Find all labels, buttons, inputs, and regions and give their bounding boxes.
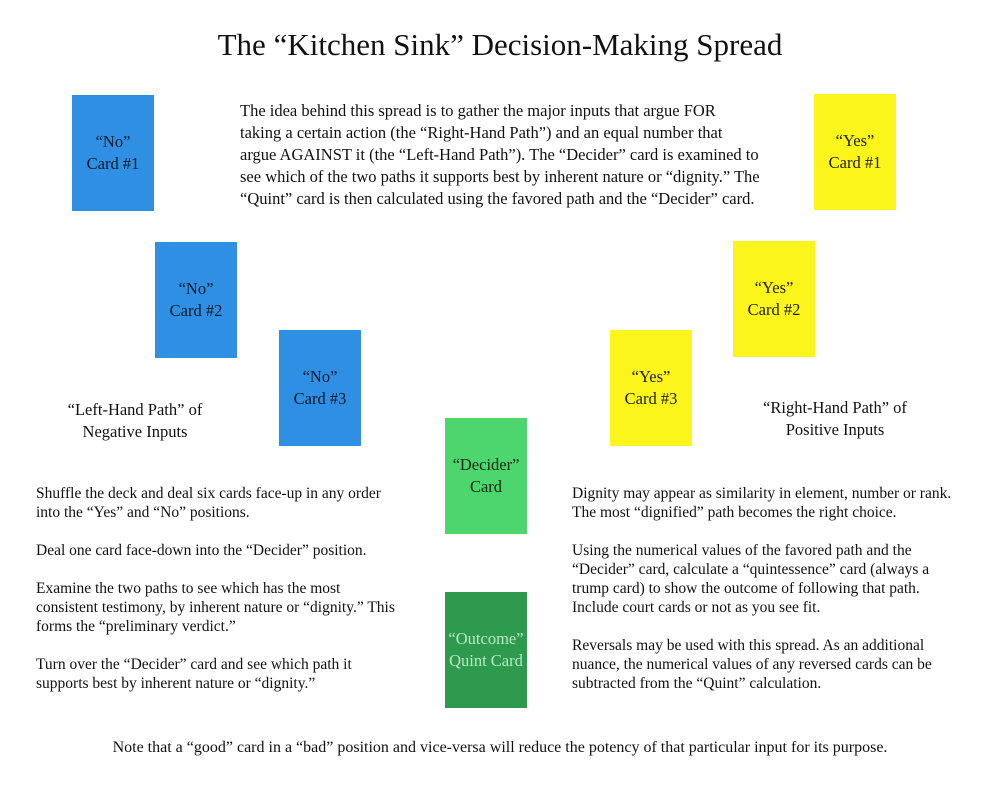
- outcome-card-line2: Quint Card: [449, 651, 523, 670]
- no-card-3: [279, 330, 361, 446]
- yes-card-2-line1: “Yes”: [754, 278, 794, 297]
- right-path-line1: “Right-Hand Path” of: [763, 398, 907, 417]
- yes-card-1: [814, 94, 896, 210]
- left-step-3: Examine the two paths to see which has the most consistent testimony, by inherent nature or “dignity.” This forms the “preliminary verdict.”: [36, 580, 395, 635]
- left-path-line2: Negative Inputs: [82, 422, 188, 441]
- outcome-card-line1: “Outcome”: [448, 629, 524, 648]
- decider-card: [445, 418, 527, 534]
- right-instructions: [572, 484, 964, 712]
- left-path-line1: “Left-Hand Path” of: [67, 400, 203, 419]
- left-instructions: [36, 484, 396, 712]
- right-step-3: Reversals may be used with this spread. As an additional nuance, the numerical values of any reversed cards can be subtracted from the “Quint” calculation.: [572, 637, 932, 692]
- decider-card-line1: “Decider”: [452, 455, 520, 474]
- left-step-1: Shuffle the deck and deal six cards face-up in any order into the “Yes” and “No” positions.: [36, 485, 381, 521]
- left-step-2: Deal one card face-down into the “Decider” position.: [36, 542, 367, 559]
- right-step-2: Using the numerical values of the favored path and the “Decider” card, calculate a “quintessence” card (always a trump card) to show the outcome of following that path. Include court cards or not as you see fit.: [572, 542, 930, 616]
- yes-card-1-line1: “Yes”: [835, 131, 875, 150]
- left-path-label: [40, 399, 230, 443]
- right-step-1: Dignity may appear as similarity in element, number or rank. The most “dignified” path becomes the right choice.: [572, 485, 952, 521]
- right-path-line2: Positive Inputs: [785, 420, 885, 439]
- outcome-quint-card: [445, 592, 527, 708]
- yes-card-3-line1: “Yes”: [631, 367, 671, 386]
- no-card-3-line2: Card #3: [293, 389, 347, 408]
- no-card-2-line2: Card #2: [169, 301, 223, 320]
- no-card-3-line1: “No”: [302, 367, 338, 386]
- right-path-label: [740, 397, 930, 441]
- yes-card-1-line2: Card #1: [828, 153, 882, 172]
- no-card-1-line2: Card #1: [86, 154, 140, 173]
- left-step-4: Turn over the “Decider” card and see which path it supports best by inherent nature or “dignity.”: [36, 656, 352, 692]
- no-card-1-line1: “No”: [95, 132, 131, 151]
- no-card-1: [72, 95, 154, 211]
- intro-paragraph: The idea behind this spread is to gather the major inputs that argue FOR taking a certain action (the “Right-Hand Path”) and an equal number that argue AGAINST it (the “Left-Hand Path”). The “Decider” card is examined to see which of the two paths it supports best by inherent nature or “dignity.” The “Quint” card is then calculated using the favored path and the “Decider” card.: [240, 101, 760, 208]
- yes-card-2: [733, 241, 815, 357]
- footer-note: Note that a “good” card in a “bad” position and vice-versa will reduce the potency of that particular input for its purpose.: [112, 739, 888, 756]
- no-card-2: [155, 242, 237, 358]
- yes-card-2-line2: Card #2: [747, 300, 801, 319]
- yes-card-3-line2: Card #3: [624, 389, 678, 408]
- yes-card-3: [610, 330, 692, 446]
- no-card-2-line1: “No”: [178, 279, 214, 298]
- decider-card-line2: Card: [469, 477, 503, 496]
- page-title: The “Kitchen Sink” Decision-Making Spread: [217, 27, 783, 62]
